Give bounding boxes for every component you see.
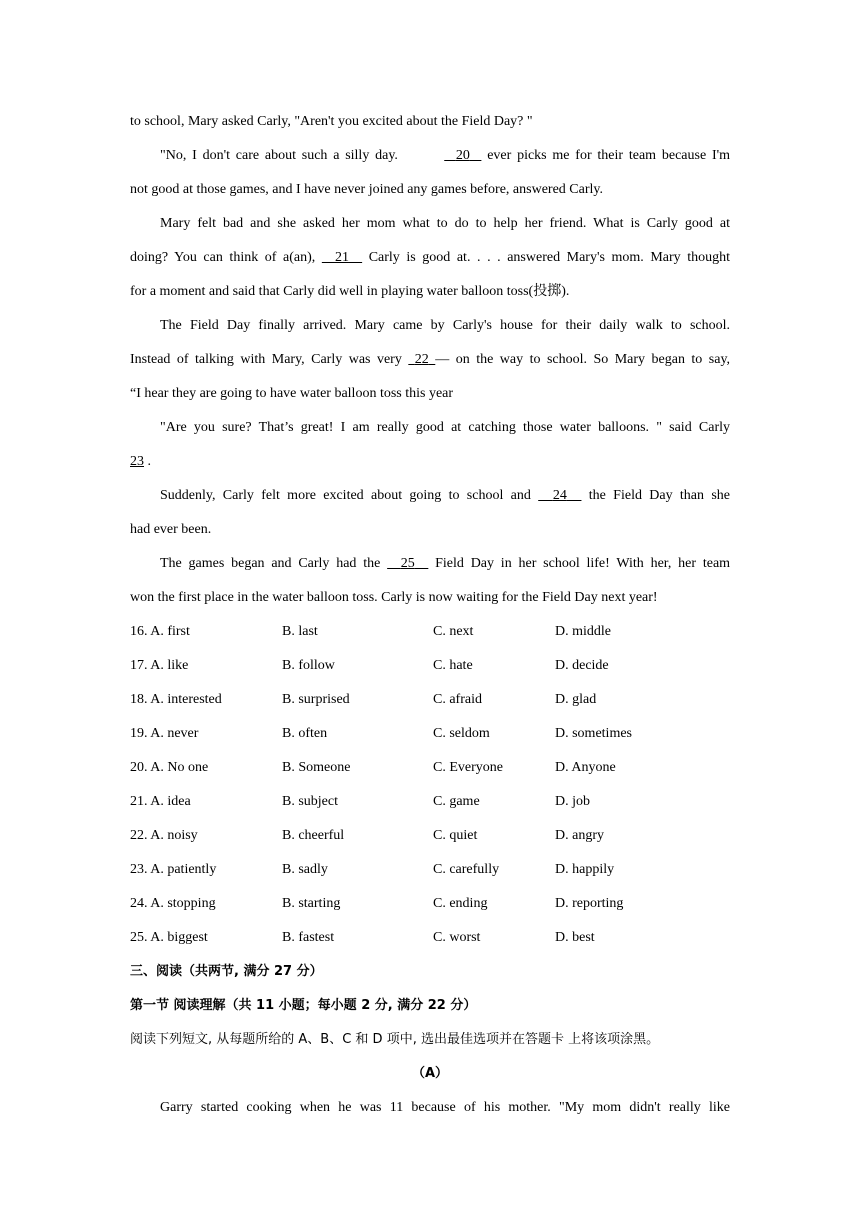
passage-line — [130, 241, 730, 275]
option-row-21 — [130, 785, 730, 819]
passage-text: Suddenly, Carly felt more excited about going to school and — [160, 488, 531, 503]
passage-text: The games began and Carly had the — [160, 556, 381, 571]
option-row-18 — [130, 683, 730, 717]
option-row-23 — [130, 853, 730, 887]
passage-text: — on the way to school. So Mary began to say, — [435, 352, 730, 367]
option-b: B. cheerful — [282, 828, 345, 843]
passage-line — [130, 581, 730, 615]
option-b: B. starting — [282, 896, 341, 911]
option-b: B. fastest — [282, 930, 335, 945]
option-d: D. angry — [555, 828, 604, 843]
option-d: D. glad — [555, 692, 597, 707]
passage-line — [130, 513, 730, 547]
option-b: B. last — [282, 624, 318, 639]
option-a: 25. A. biggest — [130, 930, 208, 945]
option-d: D. job — [555, 794, 590, 809]
section-heading: 三、阅读（共两节, 满分 27 分） — [130, 964, 323, 979]
option-b: B. Someone — [282, 760, 351, 775]
blank-20: 20 — [455, 148, 470, 163]
option-row-20 — [130, 751, 730, 785]
option-d: D. best — [555, 930, 595, 945]
passage-text: “I hear they are going to have water balloon toss this year — [130, 386, 454, 401]
section-subheading: 第一节 阅读理解（共 11 小题；每小题 2 分, 满分 22 分） — [130, 998, 477, 1013]
option-row-24 — [130, 887, 730, 921]
option-b: B. follow — [282, 658, 335, 673]
passage-line — [130, 445, 730, 479]
passage-line — [130, 411, 730, 445]
passage-line — [130, 479, 730, 513]
option-row-17 — [130, 649, 730, 683]
passage-text: Mary felt bad and she asked her mom what to do to help her friend. What is Carly good at — [160, 216, 730, 231]
passage-line — [130, 547, 730, 581]
option-row-16 — [130, 615, 730, 649]
passage-text: . — [147, 454, 151, 469]
option-d: D. happily — [555, 862, 615, 877]
passage-text: "No, I don't care about such a silly day. — [160, 148, 398, 163]
passage-line — [130, 173, 730, 207]
option-c: C. worst — [433, 930, 481, 945]
option-a: 19. A. never — [130, 726, 199, 741]
option-b: B. often — [282, 726, 328, 741]
passage-text: had ever been. — [130, 522, 212, 537]
option-row-22 — [130, 819, 730, 853]
option-d: D. middle — [555, 624, 611, 639]
blank-25: 25 — [400, 556, 415, 571]
passage-text: ever picks me for their team because I'm — [487, 148, 730, 163]
passage-line — [130, 1091, 730, 1125]
passage-text: Garry started cooking when he was 11 because of his mother. "My mom didn't really like — [160, 1100, 730, 1115]
option-b: B. surprised — [282, 692, 350, 707]
passage-text: won the first place in the water balloon toss. Carly is now waiting for the Field Day next year! — [130, 590, 658, 605]
option-d: D. sometimes — [555, 726, 632, 741]
part-label: （A） — [411, 1066, 449, 1081]
blank-22: 22 — [414, 352, 429, 367]
passage-text: Instead of talking with Mary, Carly was very — [130, 352, 402, 367]
option-a: 24. A. stopping — [130, 896, 216, 911]
option-c: C. carefully — [433, 862, 500, 877]
section-instruction: 阅读下列短文, 从每题所给的 A、B、C 和 D 项中, 选出最佳选项并在答题卡 上将该项涂黑。 — [130, 1032, 660, 1047]
passage-line — [130, 139, 730, 173]
option-c: C. afraid — [433, 692, 482, 707]
option-c: C. ending — [433, 896, 488, 911]
option-row-19 — [130, 717, 730, 751]
passage-text: the Field Day than she — [588, 488, 730, 503]
blank-24: 24 — [552, 488, 567, 503]
option-a: 17. A. like — [130, 658, 189, 673]
blank-23: 23 — [130, 454, 144, 469]
passage-text: for a moment and said that Carly did well in playing water balloon toss(投掷). — [130, 284, 570, 299]
option-a: 21. A. idea — [130, 794, 191, 809]
option-a: 18. A. interested — [130, 692, 222, 707]
passage-line — [130, 309, 730, 343]
option-row-25 — [130, 921, 730, 955]
option-a: 23. A. patiently — [130, 862, 217, 877]
option-a: 20. A. No one — [130, 760, 209, 775]
option-d: D. Anyone — [555, 760, 616, 775]
option-c: C. Everyone — [433, 760, 503, 775]
option-b: B. sadly — [282, 862, 328, 877]
option-c: C. quiet — [433, 828, 478, 843]
option-c: C. seldom — [433, 726, 490, 741]
option-a: 16. A. first — [130, 624, 190, 639]
passage-line — [130, 377, 730, 411]
passage-line — [130, 105, 730, 139]
option-c: C. next — [433, 624, 474, 639]
passage-text: doing? You can think of a(an), — [130, 250, 316, 265]
option-c: C. hate — [433, 658, 473, 673]
option-a: 22. A. noisy — [130, 828, 198, 843]
option-d: D. decide — [555, 658, 609, 673]
passage-text: Carly is good at. . . . answered Mary's mom. Mary thought — [368, 250, 730, 265]
passage-text: The Field Day finally arrived. Mary came by Carly's house for their daily walk to school. — [160, 318, 730, 333]
passage-text: "Are you sure? That’s great! I am really good at catching those water balloons. " said Carly — [160, 420, 730, 435]
options-list — [130, 615, 730, 955]
passage-line — [130, 207, 730, 241]
passage-text: to school, Mary asked Carly, "Aren't you excited about the Field Day? " — [130, 114, 533, 129]
passage-text: Field Day in her school life! With her, her team — [435, 556, 730, 571]
option-b: B. subject — [282, 794, 338, 809]
passage-line — [130, 275, 730, 309]
passage-line — [130, 343, 730, 377]
option-c: C. game — [433, 794, 480, 809]
passage-text: not good at those games, and I have never joined any games before, answered Carly. — [130, 182, 603, 197]
document-page — [130, 105, 730, 1125]
option-d: D. reporting — [555, 896, 624, 911]
blank-21: 21 — [334, 250, 349, 265]
